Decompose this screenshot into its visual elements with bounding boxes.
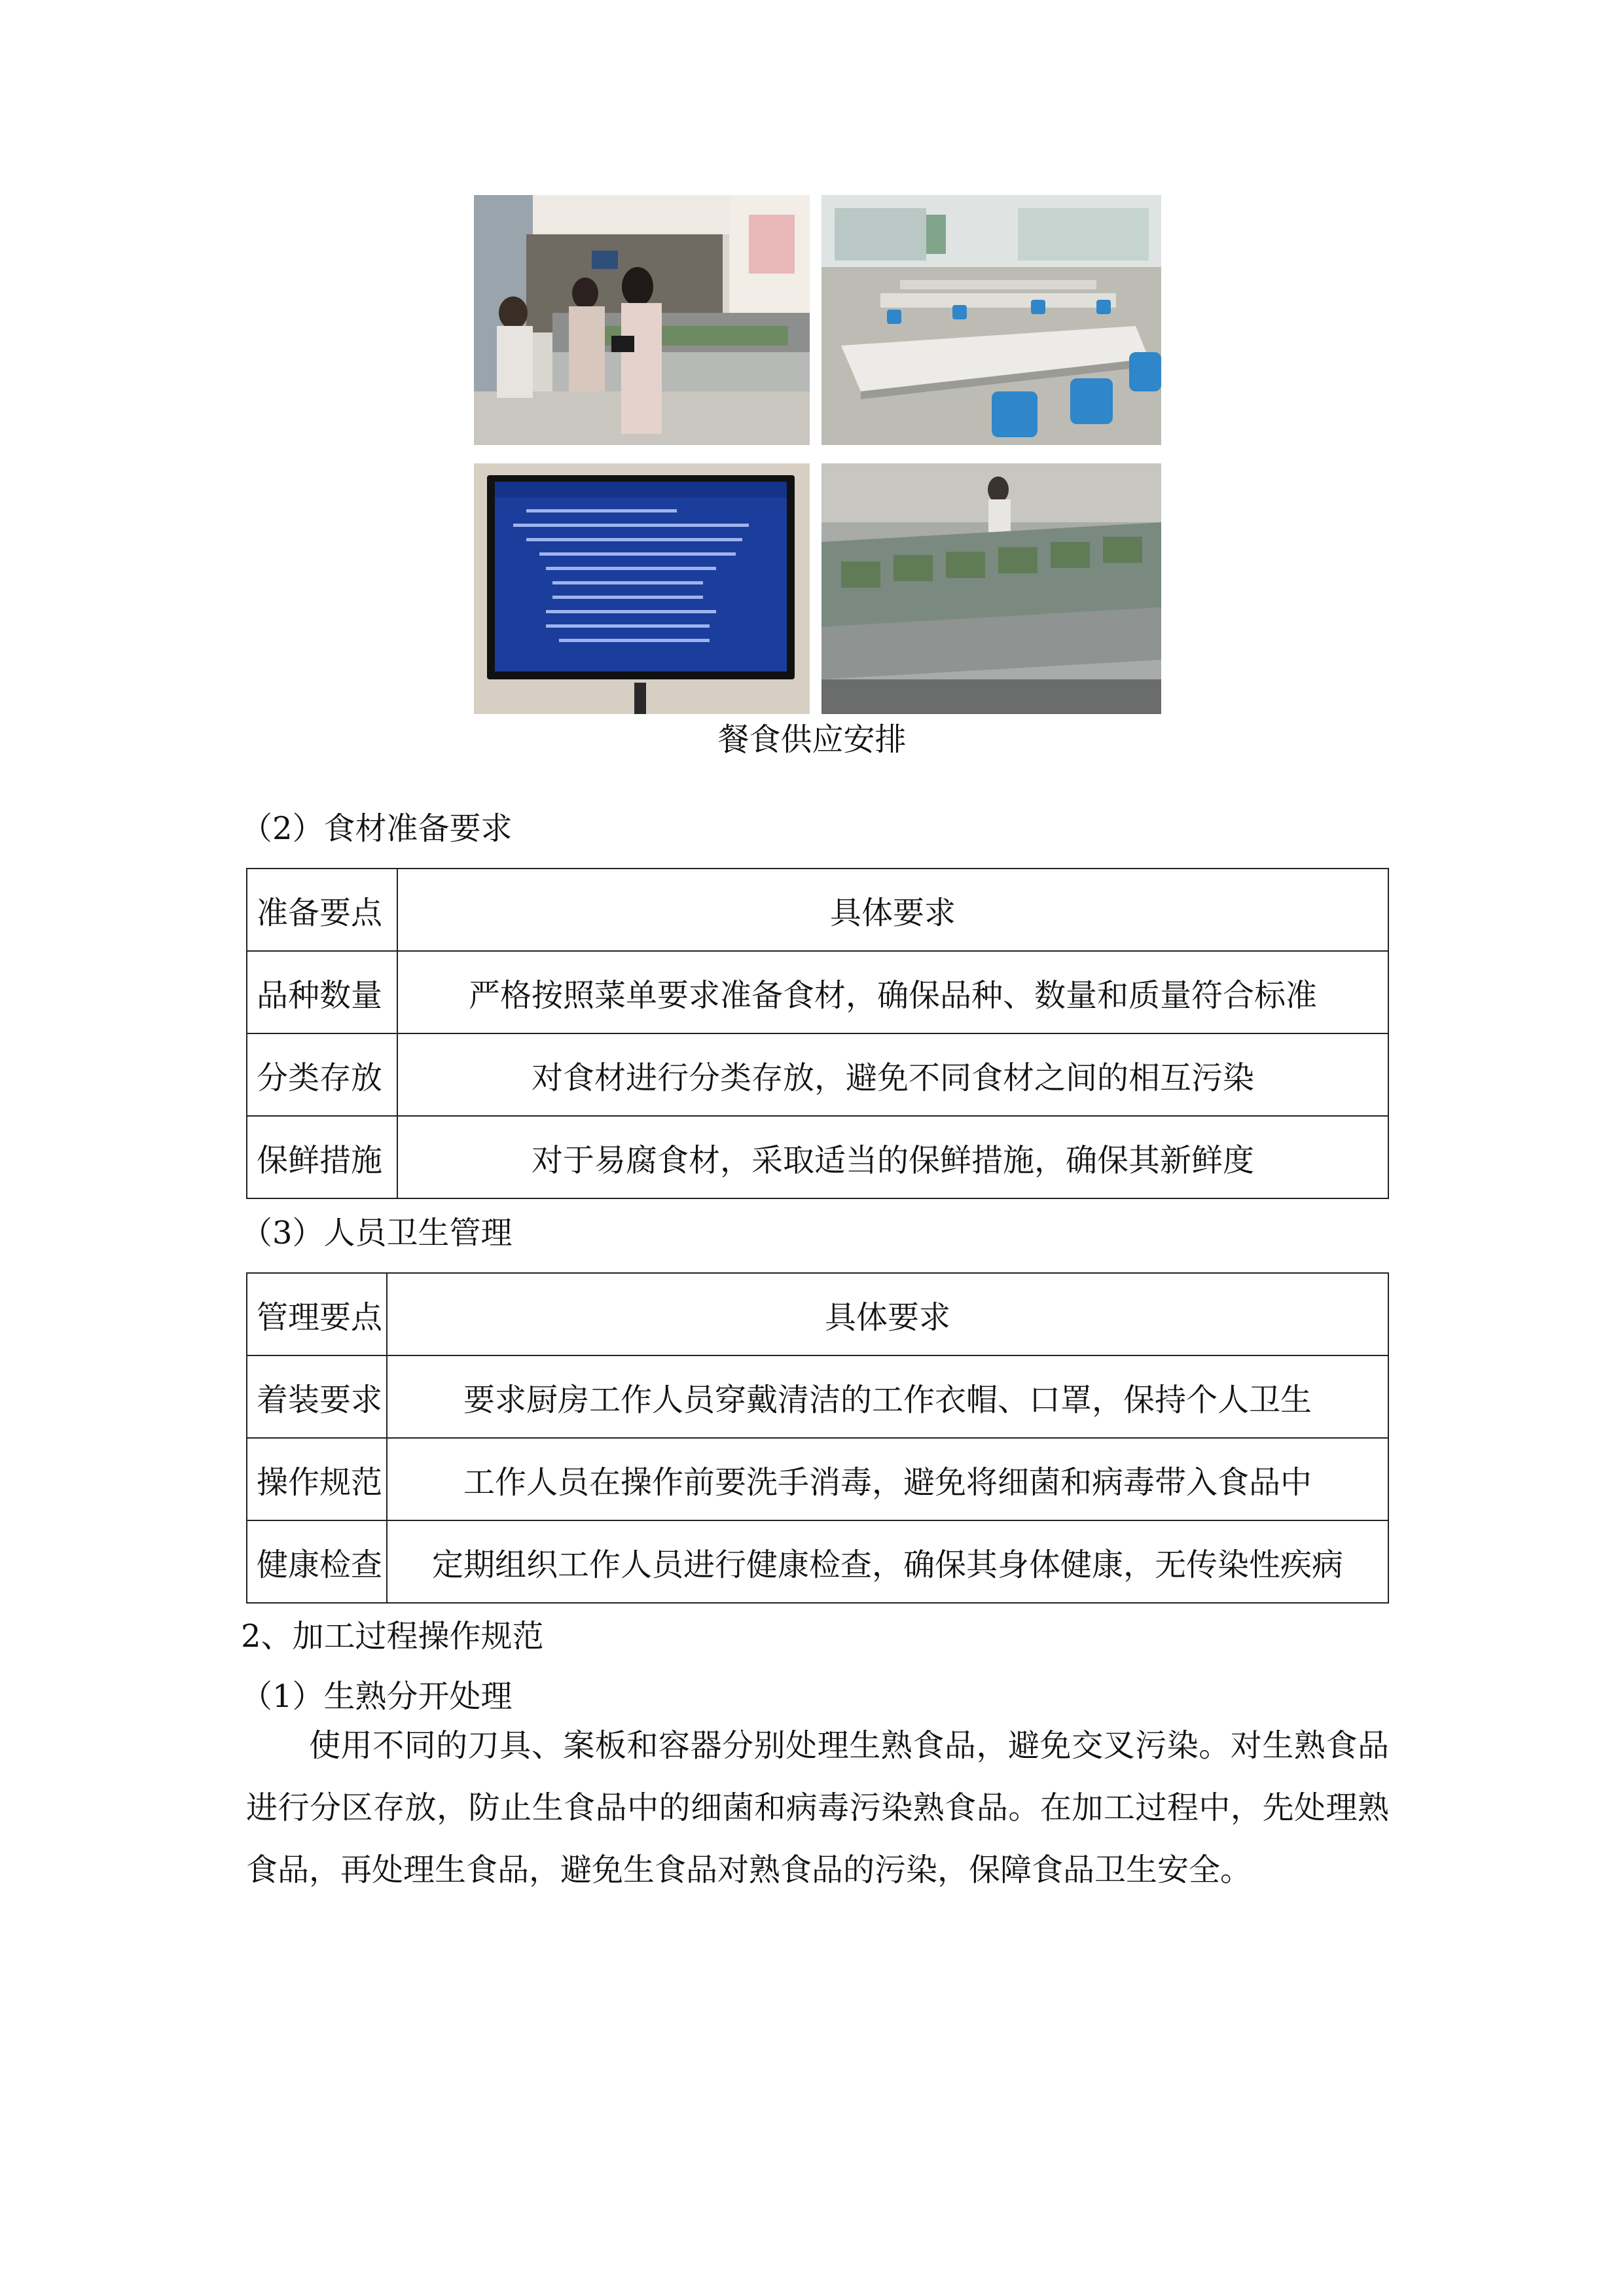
subsection-title-raw-cooked: （1）生熟分开处理	[241, 1678, 513, 1715]
header-cell: 准备要点	[247, 869, 397, 951]
section-title-food-prep: （2）食材准备要求	[241, 810, 513, 847]
section-title-processing: 2、加工过程操作规范	[241, 1618, 544, 1655]
figure-caption: 餐食供应安排	[717, 721, 907, 758]
food-display-counter-photo	[821, 463, 1161, 714]
table-cell: 保鲜措施	[247, 1116, 397, 1198]
table-cell: 品种数量	[247, 951, 397, 1033]
staff-hygiene-table	[246, 1272, 1389, 1604]
table-row	[247, 1355, 1388, 1438]
table-cell: 健康检查	[247, 1520, 387, 1603]
table-row	[247, 951, 1388, 1033]
table-row	[247, 1116, 1388, 1198]
table-cell: 工作人员在操作前要洗手消毒，避免将细菌和病毒带入食品中	[387, 1438, 1388, 1520]
section-title-staff-hygiene: （3）人员卫生管理	[241, 1215, 513, 1251]
table-cell: 要求厨房工作人员穿戴清洁的工作衣帽、口罩，保持个人卫生	[387, 1355, 1388, 1438]
header-cell: 具体要求	[397, 869, 1388, 951]
table-row	[247, 1520, 1388, 1603]
table-cell: 对食材进行分类存放，避免不同食材之间的相互污染	[397, 1033, 1388, 1116]
body-paragraph: 使用不同的刀具、案板和容器分别处理生熟食品，避免交叉污染。对生熟食品进行分区存放，防止生食品中的细菌和病毒污染熟食品。在加工过程中，先处理熟食品，再处理生食品，避免生食品对熟食品的污染，保障食品卫生安全。	[246, 1727, 1389, 1888]
table-cell: 对于易腐食材，采取适当的保鲜措施，确保其新鲜度	[397, 1116, 1388, 1198]
header-cell: 管理要点	[247, 1273, 387, 1355]
table-row	[247, 1438, 1388, 1520]
table-cell: 着装要求	[247, 1355, 387, 1438]
table-cell: 分类存放	[247, 1033, 397, 1116]
table-cell: 定期组织工作人员进行健康检查，确保其身体健康，无传染性疾病	[387, 1520, 1388, 1603]
dining-hall-photo	[821, 195, 1161, 445]
food-prep-table	[246, 868, 1389, 1199]
table-cell: 严格按照菜单要求准备食材，确保品种、数量和质量符合标准	[397, 951, 1388, 1033]
table-cell: 操作规范	[247, 1438, 387, 1520]
serving-counter-photo	[474, 195, 810, 445]
table-header-row	[247, 1273, 1388, 1355]
photo-grid	[474, 195, 1161, 714]
header-cell: 具体要求	[387, 1273, 1388, 1355]
table-header-row	[247, 869, 1388, 951]
menu-display-screen-photo	[474, 463, 810, 714]
table-row	[247, 1033, 1388, 1116]
